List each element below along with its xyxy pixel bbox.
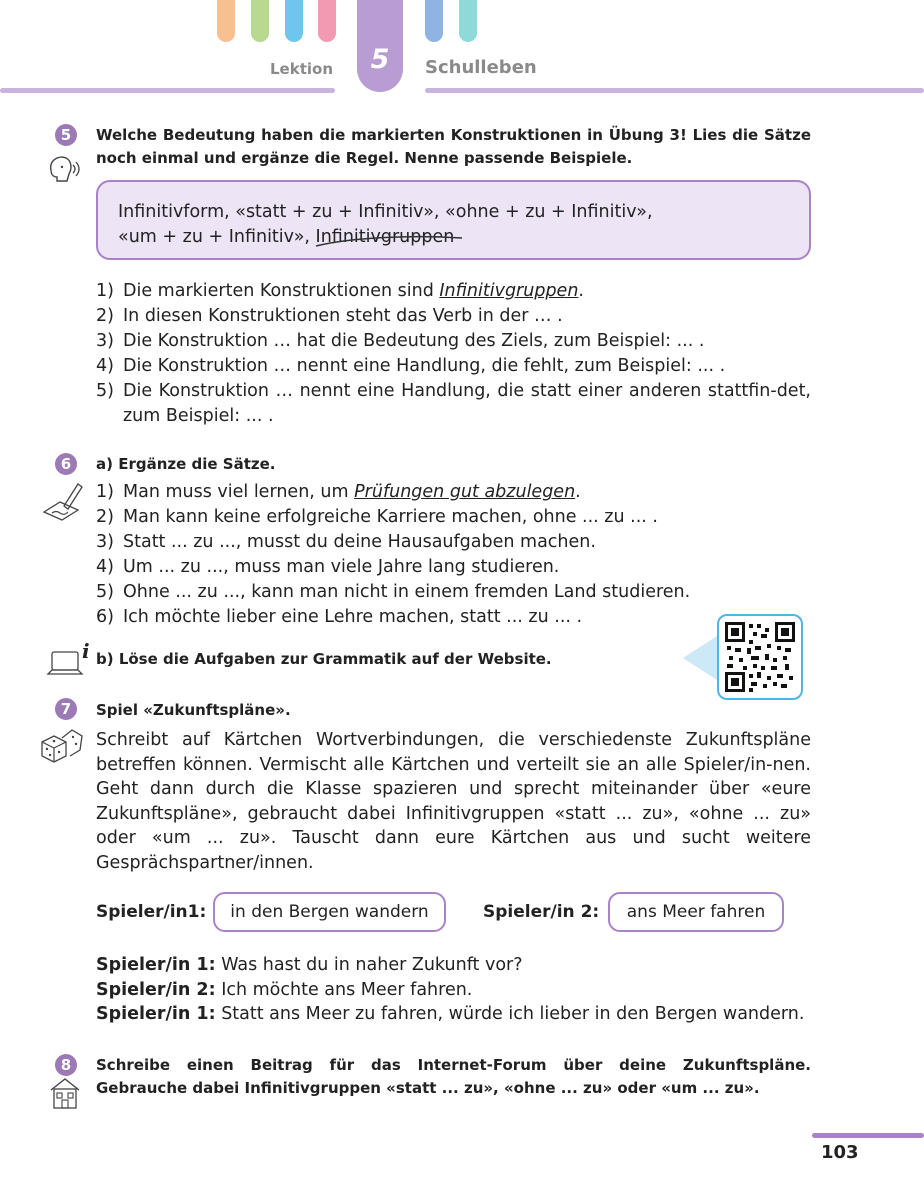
item-number: 3): [96, 331, 114, 351]
list-item: [96, 530, 811, 555]
list-item: [96, 480, 811, 505]
dice-icon: [40, 728, 84, 764]
exercise-6b-instruction: b) Löse die Aufgaben zur Grammatik auf der Website.: [96, 650, 552, 668]
strike-through-mark: [314, 233, 464, 249]
qr-pointer: [683, 636, 717, 680]
player-1-label: Spieler/in1:: [96, 902, 207, 922]
list-item: [96, 279, 811, 304]
dialog-line: [96, 978, 836, 1003]
rule-options-line-2: [118, 225, 789, 250]
player-1-card: in den Bergen wandern: [213, 892, 446, 932]
item-text: Die Konstruktion … hat die Bedeutung des Ziels, zum Beispiel: ... .: [123, 331, 705, 351]
item-number: 4): [96, 557, 114, 577]
item-text: Ohne ... zu ..., kann man nicht in einem fremden Land studieren.: [123, 582, 691, 602]
item-text: [123, 480, 811, 505]
item-number: 2): [96, 306, 114, 326]
qr-code-pattern: [725, 622, 795, 692]
list-item: [96, 580, 811, 605]
item-text-pre: Man muss viel lernen, um: [123, 482, 355, 502]
list-item: [96, 379, 811, 429]
header-tab-pink: [318, 0, 336, 42]
item-text-post: .: [575, 482, 581, 502]
header-tab-blue: [285, 0, 303, 42]
player-2-card: ans Meer fahren: [608, 892, 784, 932]
item-text: [123, 279, 811, 304]
exercise-6a-instruction: a) Ergänze die Sätze.: [96, 455, 276, 473]
struck-option: [316, 227, 455, 247]
item-text: Die Konstruktion … nennt eine Handlung, die fehlt, zum Beispiel: ... .: [123, 356, 726, 376]
header-tab-teal: [459, 0, 477, 42]
header-tab-orange: [217, 0, 235, 42]
header-rule-left: [0, 88, 335, 93]
exercise-8-instruction: Schreibe einen Beitrag für das Internet-Forum über deine Zukunftspläne. Gebrauche dabei Infinitivgruppen «statt ... zu», «ohne ... zu» oder «um ... zu».: [96, 1056, 811, 1097]
dialog-speaker: Spieler/in 1:: [96, 955, 216, 975]
item-number: 1): [96, 281, 114, 301]
speaking-head-icon: [45, 152, 81, 186]
exercise-7-title: Spiel «Zukunftspläne».: [96, 701, 291, 719]
lesson-topic: Schulleben: [425, 57, 537, 78]
list-item: [96, 505, 811, 530]
rule-options-line-2-text: «um + zu + Infinitiv»,: [118, 227, 316, 247]
item-number: 1): [96, 482, 114, 502]
item-number: 5): [96, 381, 114, 401]
house-icon: [48, 1076, 82, 1110]
exercise-5-number: 5: [55, 124, 77, 146]
exercise-8-number: 8: [55, 1054, 77, 1076]
struck-option-text: Infinitivgruppen: [315, 227, 455, 247]
header-rule-right: [425, 88, 924, 93]
dialog-text: Was hast du in naher Zukunft vor?: [215, 955, 523, 975]
sample-answer: Prüfungen gut abzulegen: [354, 482, 576, 502]
dialog-speaker: Spieler/in 2:: [96, 979, 216, 1000]
laptop-info-icon: [46, 642, 92, 680]
item-number: 3): [96, 532, 114, 552]
item-number: 2): [96, 507, 114, 527]
item-text-post: .: [578, 281, 584, 301]
rule-options-box: [96, 180, 811, 260]
dialog-speaker: Spieler/in 1:: [96, 1004, 216, 1025]
svg-text:i: i: [82, 642, 90, 663]
sample-dialog: [96, 953, 836, 1027]
sample-answer: Infinitivgruppen: [439, 281, 579, 301]
footer-rule: [812, 1133, 924, 1138]
item-text: In diesen Konstruktionen steht das Verb in der … .: [123, 306, 563, 326]
dialog-text: Ich möchte ans Meer fahren.: [215, 979, 473, 1000]
list-item: [96, 605, 811, 630]
item-text: Die Konstruktion … nennt eine Handlung, die statt einer anderen stattfin-det, zum Beispiel: ... .: [123, 381, 811, 426]
dialog-line: [96, 953, 836, 978]
item-text: Statt ... zu ..., musst du deine Hausaufgaben machen.: [123, 532, 596, 552]
exercise-6-number: 6: [55, 453, 77, 475]
item-text: Ich möchte lieber eine Lehre machen, statt ... zu ... .: [123, 607, 583, 627]
header-tab-lightblue: [425, 0, 443, 42]
exercise-6-list: [96, 480, 811, 630]
list-item: [96, 354, 811, 379]
exercise-5-list: [96, 279, 811, 429]
list-item: [96, 304, 811, 329]
item-text: Man kann keine erfolgreiche Karriere machen, ohne ... zu ... .: [123, 507, 658, 527]
lesson-number: 5: [370, 44, 390, 75]
qr-code[interactable]: [717, 614, 803, 700]
dialog-line: [96, 1002, 836, 1027]
item-number: 6): [96, 607, 114, 627]
pen-writing-icon: [42, 480, 84, 522]
header-tab-green: [251, 0, 269, 42]
lektion-label: Lektion: [270, 60, 334, 78]
exercise-7-instructions: Schreibt auf Kärtchen Wortverbindungen, die verschiedenste Zukunftspläne betreffen können. Vermischt alle Kärtchen und verteilt sie an alle Spieler/in-nen. Geht dann durch die Klasse spazieren und sprecht miteinander über «eure Zukunftspläne», gebraucht dabei Infinitivgruppen «statt ... zu», «ohne ... zu» oder «um ... zu». Tauscht dann eure Kärtchen aus und sucht weitere Gesprächspartner/innen.: [96, 730, 811, 873]
player-2-label: Spieler/in 2:: [483, 902, 600, 922]
item-text: Um ... zu ..., muss man viele Jahre lang studieren.: [123, 557, 560, 577]
item-number: 4): [96, 356, 114, 376]
exercise-5-instruction: Welche Bedeutung haben die markierten Konstruktionen in Übung 3! Lies die Sätze noch einmal und ergänze die Regel. Nenne passende Beispiele.: [96, 126, 811, 167]
list-item: [96, 329, 811, 354]
list-item: [96, 555, 811, 580]
dialog-text: Statt ans Meer zu fahren, würde ich lieber in den Bergen wandern.: [215, 1004, 805, 1025]
item-text-pre: Die markierten Konstruktionen sind: [123, 281, 440, 301]
item-number: 5): [96, 582, 114, 602]
exercise-7-number: 7: [55, 698, 77, 720]
rule-options-line-1: Infinitivform, «statt + zu + Infinitiv», «ohne + zu + Infinitiv»,: [118, 202, 653, 222]
page-number: 103: [821, 1142, 859, 1163]
